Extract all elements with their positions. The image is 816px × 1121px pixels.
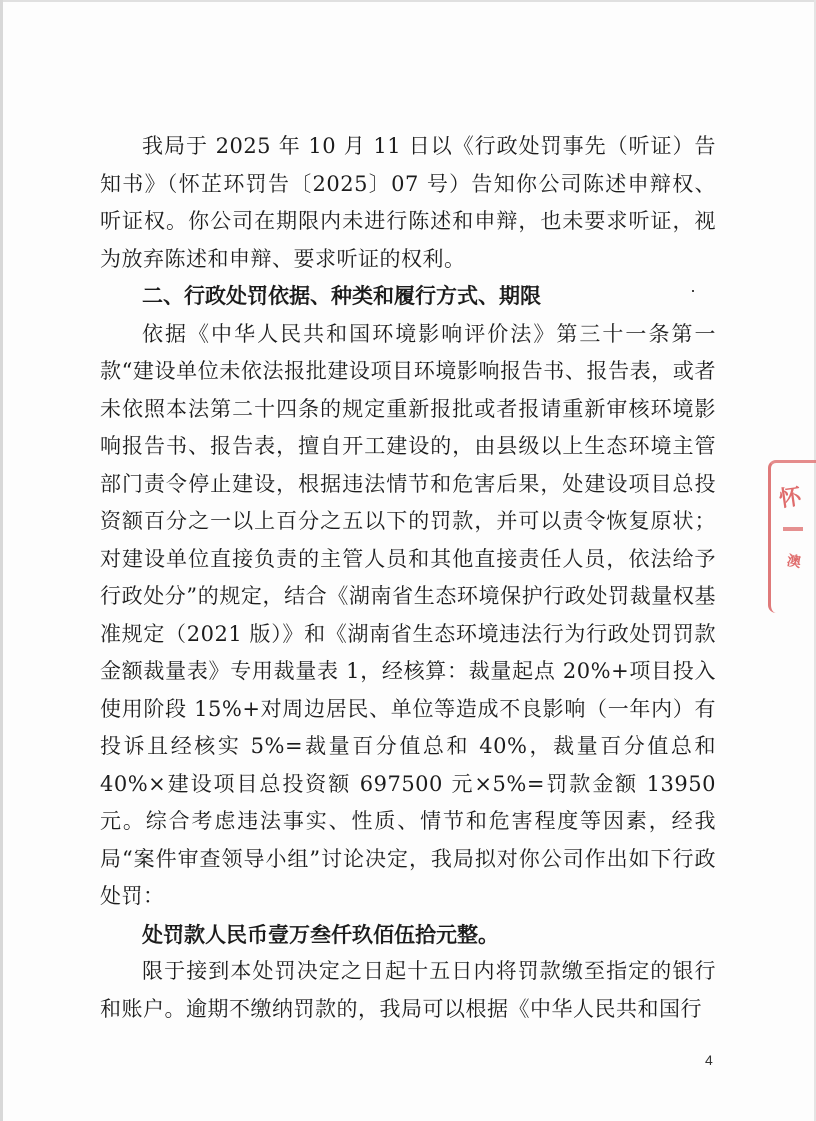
seal-char: 澳	[785, 552, 803, 572]
deadline-paragraph: 限于接到本处罚决定之日起十五日内将罚款缴至指定的银行和账户。逾期不缴纳罚款的，我局可以根据《中华人民共和国行	[100, 959, 716, 1021]
penalty-line: 处罚款人民币壹万叁仟玖佰伍拾元整。	[142, 921, 499, 947]
seal-char: 怀	[777, 483, 803, 513]
scan-edge-left	[0, 0, 3, 1121]
page-number: 4	[705, 1052, 713, 1068]
official-seal-fragment	[768, 460, 816, 613]
scan-speck	[692, 290, 694, 292]
seal-mark	[783, 527, 803, 531]
document-body	[100, 128, 716, 1028]
section-heading: 二、行政处罚依据、种类和履行方式、期限	[142, 284, 541, 308]
basis-paragraph: 依据《中华人民共和国环境影响评价法》第三十一条第一款“建设单位未依法报批建设项目环境影响报告书、报告表，或者未依照本法第二十四条的规定重新报批或者报请重新审核环境影响报告书、报告表，擅自开工建设的，由县级以上生态环境主管部门责令停止建设，根据违法情节和危害后果，处建设项目总投资额百分之一以上百分之五以下的罚款，并可以责令恢复原状；对建设单位直接负责的主管人员和其他直接责任人员，依法给予行政处分”的规定，结合《湖南省生态环境保护行政处罚裁量权基准规定（2021 版）》和《湖南省生态环境违法行为行政处罚罚款金额裁量表》专用裁量表 1，经核算：裁量起点 20%+项目投入使用阶段 15%+对周边居民、单位等造成不良影响（一年内）有投诉且经核实 5%=裁量百分值总和 40%，裁量百分值总和 40%×建设项目总投资额 697500 元×5%=罚款金额 13950 元。综合考虑违法事实、性质、情节和危害程度等因素，经我局“案件审查领导小组”讨论决定，我局拟对你公司作出如下行政处罚：	[100, 321, 716, 908]
notice-paragraph: 我局于 2025 年 10 月 11 日以《行政处罚事先（听证）告知书》（怀芷环罚告〔2025〕07 号）告知你公司陈述申辩权、听证权。你公司在期限内未进行陈述和申辩，也未要求听证，视为放弃陈述和申辩、要求听证的权利。	[100, 134, 716, 271]
scan-edge-top	[0, 0, 816, 2]
